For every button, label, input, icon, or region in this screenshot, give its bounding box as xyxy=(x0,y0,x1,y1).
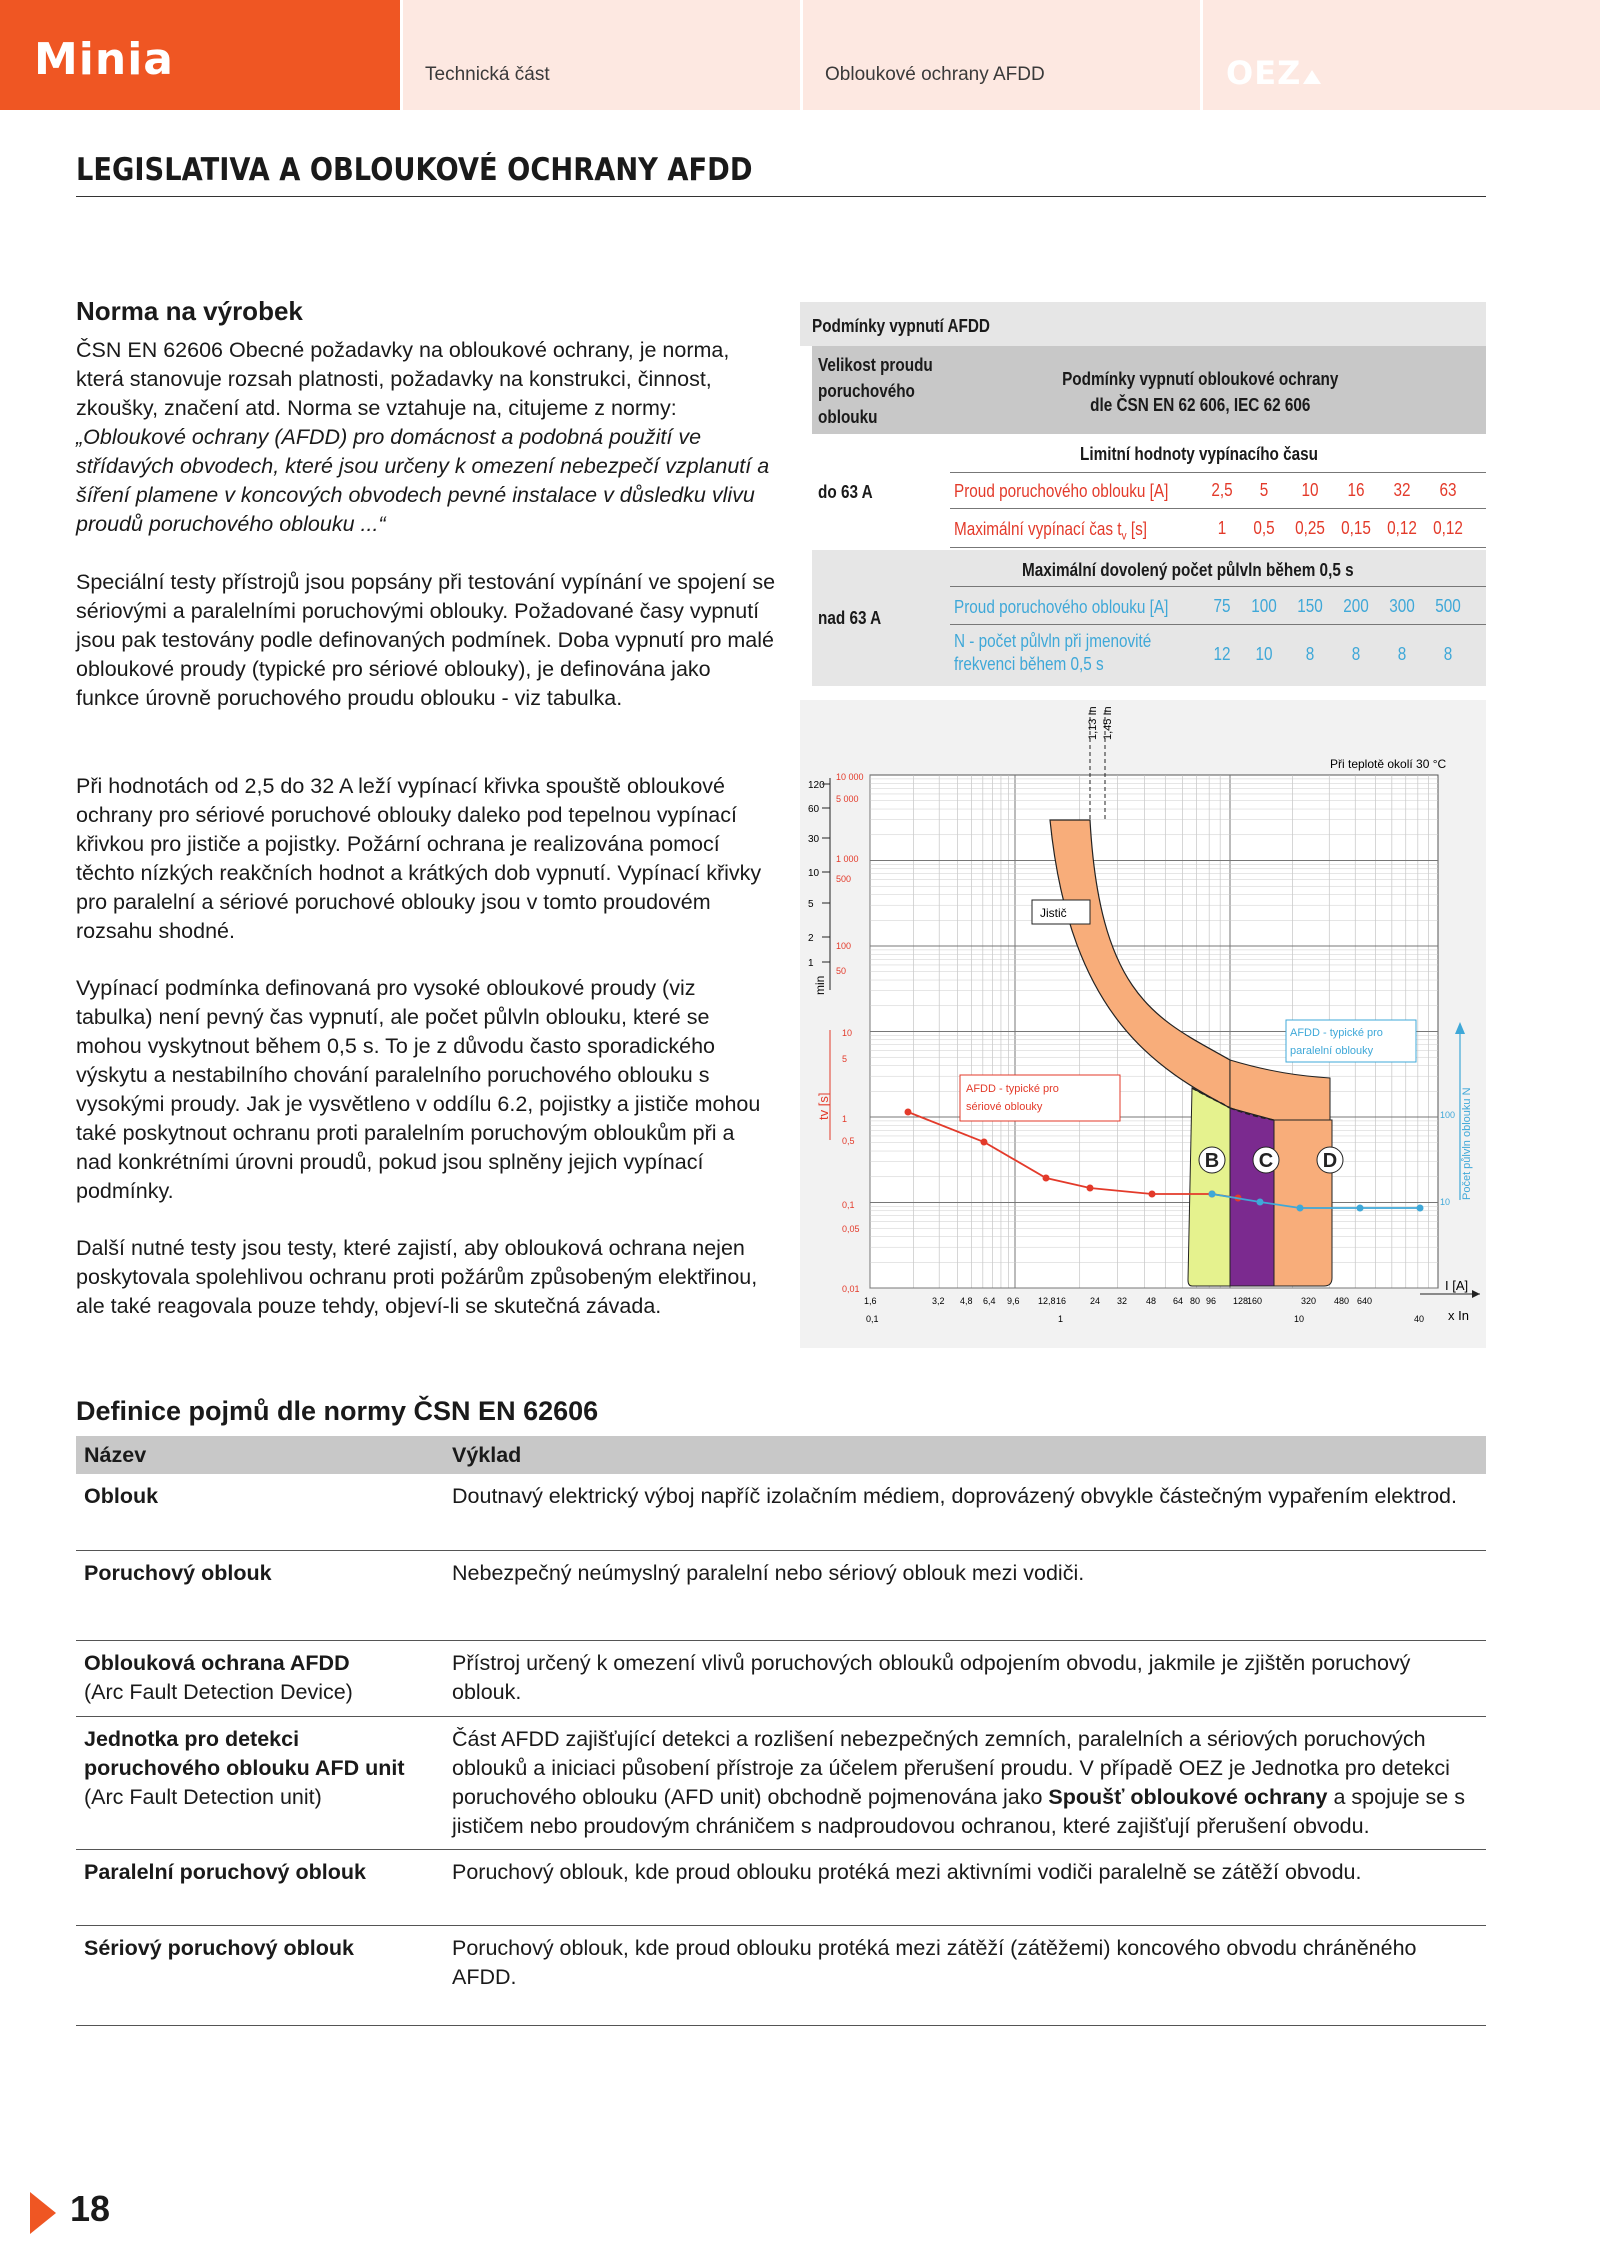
serial-label-box xyxy=(960,1075,1120,1121)
mid-axis-s-tick: 1 xyxy=(842,1114,848,1124)
x-tick-bottom: 1 xyxy=(1058,1314,1064,1324)
afdd-value-cell: 0,12 xyxy=(1433,518,1463,538)
x-tick-top: 16 xyxy=(1056,1296,1067,1306)
left-axis-tick: 10 xyxy=(808,868,820,879)
definition-desc-bold: Spoušť obloukové ochrany xyxy=(1048,1784,1328,1809)
right-axis-tick: 10 xyxy=(1440,1197,1451,1207)
definition-desc-text: Přístroj určený k omezení vlivů poruchových oblouků odpojením obvodu, jakmile je zjištěn poruchový oblouk. xyxy=(452,1650,1411,1704)
region-D-label: D xyxy=(1322,1150,1338,1172)
definition-term xyxy=(76,1474,444,1550)
afdd-r2a-label-part: Proud poruchového oblouku [A] xyxy=(954,597,1169,617)
definition-desc xyxy=(444,1474,1486,1550)
mid-axis-s-tick: 0,05 xyxy=(842,1224,860,1234)
i145-label: 1,45 In xyxy=(1102,706,1114,740)
x-axis-label-2: x In xyxy=(1448,1308,1469,1323)
afdd-value-cell: 0,15 xyxy=(1341,518,1371,538)
norma-quote: „Obloukové ochrany (AFDD) pro domácnost a podobná použití ve střídavých obvodech, které jsou určeny k omezení nebezpečí vzplanutí a šíření plamene v koncových obvodech pevné instalace v důsledku vlivu proudů poruchového oblouku ...“ xyxy=(76,425,770,536)
page-arrow-icon xyxy=(30,2192,56,2234)
afdd-value-cell: 5 xyxy=(1259,480,1269,500)
x-tick-top: 128 xyxy=(1233,1296,1249,1306)
definition-desc-text: Nebezpečný neúmyslný paralelní nebo sériový oblouk mezi vodiči. xyxy=(452,1560,1085,1585)
x-tick-top: 6,4 xyxy=(983,1296,996,1306)
afdd-r1b-label xyxy=(954,518,1147,548)
col-name-header: Název xyxy=(76,1436,444,1474)
x-tick-top: 80 xyxy=(1190,1296,1201,1306)
definition-desc xyxy=(444,1550,1486,1640)
definition-desc-text: Poruchový oblouk, kde proud oblouku protéká mezi aktivními vodiči paralelně se zátěží obvodu. xyxy=(452,1859,1362,1884)
afdd-value-cell: 1 xyxy=(1217,518,1227,538)
oez-triangle-icon xyxy=(1303,68,1321,84)
definition-term xyxy=(76,1640,444,1716)
brand-name: Minia xyxy=(34,34,174,85)
serial-label-line2: sériové oblouky xyxy=(966,1101,1043,1113)
definition-row xyxy=(76,1640,1486,1716)
region-C-label: C xyxy=(1258,1150,1274,1172)
serial-arc-point xyxy=(905,1109,912,1116)
definition-term xyxy=(76,1849,444,1925)
x-tick-top: 640 xyxy=(1357,1296,1373,1306)
afdd-rule xyxy=(950,624,1486,625)
header-topic-label: Obloukové ochrany AFDD xyxy=(825,64,1045,85)
afdd-r1a-label xyxy=(954,480,1168,503)
norma-p4 xyxy=(76,974,776,1206)
definition-row xyxy=(76,1550,1486,1640)
definition-row xyxy=(76,1474,1486,1550)
afdd-rule xyxy=(950,472,1486,473)
norma-p3-text: Při hodnotách od 2,5 do 32 A leží vypínací křivka spouště obloukové ochrany pro sériové poruchové oblouky daleko pod tepelnou vypínací křivkou pro jističe a pojistky. Požární ochrana je realizována pomocí těchto nízkých reakčních hodnot a krátkých dob vypnutí. Vypínací křivky pro paralelní a sériové poruchové oblouky jsou v tomto proudovém rozsahu shodné. xyxy=(76,774,762,943)
afdd-value-cell: 2,5 xyxy=(1211,480,1233,500)
brand-logo xyxy=(0,0,400,110)
serial-arc-point xyxy=(1087,1185,1094,1192)
afdd-r1b-label-part: v xyxy=(1121,528,1127,543)
left-axis-tick: 30 xyxy=(808,834,820,845)
x-tick-top: 24 xyxy=(1090,1296,1101,1306)
x-axis-label: I [A] xyxy=(1445,1278,1469,1293)
norma-p5-text: Další nutné testy jsou testy, které zajistí, aby oblouková ochrana nejen poskytovala spolehlivou ochranu proti požárům způsobeným elektřinou, ale také reagovala pouze tehdy, objeví-li se skutečná závada. xyxy=(76,1236,758,1318)
header-section xyxy=(403,0,800,110)
left-axis-tick: 2 xyxy=(808,933,814,944)
definition-term-sub: (Arc Fault Detection unit) xyxy=(84,1784,322,1809)
definition-term-name: Oblouková ochrana AFDD xyxy=(84,1650,350,1675)
serial-label-line1: AFDD - typické pro xyxy=(966,1083,1059,1095)
x-tick-top: 160 xyxy=(1247,1296,1263,1306)
min-label: min xyxy=(813,975,827,995)
x-tick-top: 320 xyxy=(1301,1296,1317,1306)
afdd-value-cell: 12 xyxy=(1213,644,1231,664)
parallel-arc-point xyxy=(1417,1205,1424,1212)
afdd-r2a-label xyxy=(954,596,1168,619)
definition-term-sub: (Arc Fault Detection Device) xyxy=(84,1679,353,1704)
x-tick-top: 96 xyxy=(1206,1296,1217,1306)
right-axis-tick: 100 xyxy=(1440,1110,1456,1120)
x-tick-bottom: 40 xyxy=(1414,1314,1425,1324)
afdd-value-cell: 150 xyxy=(1297,596,1323,616)
afdd-rule xyxy=(950,586,1486,587)
x-tick-bottom: 0,1 xyxy=(866,1314,879,1324)
afdd-col1-header: Velikost proudu poruchového oblouku xyxy=(818,355,933,427)
mid-axis-s-tick: 5 xyxy=(842,1054,848,1064)
left-axis-tick: 60 xyxy=(808,804,820,815)
left-axis-tick: 120 xyxy=(808,780,825,791)
x-tick-bottom: 10 xyxy=(1294,1314,1305,1324)
mid-axis-s-tick: 0,5 xyxy=(842,1136,855,1146)
i113-label: 1,13 In xyxy=(1087,706,1099,740)
oez-logo-text: OEZ xyxy=(1226,54,1302,92)
afdd-sub1: Limitní hodnoty vypínacího času xyxy=(1080,444,1319,464)
temp-note: Při teplotě okolí 30 °C xyxy=(1330,757,1447,771)
definition-term-name: Poruchový oblouk xyxy=(84,1560,272,1585)
page-number: 18 xyxy=(70,2188,111,2229)
x-tick-top: 9,6 xyxy=(1007,1296,1020,1306)
mid-axis-min-tick: 50 xyxy=(836,966,847,976)
mid-axis-s-tick: 10 xyxy=(842,1028,853,1038)
mid-axis-min-tick: 10 000 xyxy=(836,772,864,782)
definition-desc-text: Poruchový oblouk, kde proud oblouku protéká mezi zátěží (zátěžemi) koncového obvodu chráněného AFDD. xyxy=(452,1935,1417,1989)
oez-logo xyxy=(1226,54,1321,92)
parallel-label-line1: AFDD - typické pro xyxy=(1290,1027,1383,1039)
norma-p1-text: ČSN EN 62606 Obecné požadavky na obloukové ochrany, je norma, která stanovuje rozsah platnosti, požadavky na konstrukci, činnost, zkoušky, značení atd. Norma se vztahuje na, citujeme z normy: xyxy=(76,338,730,420)
afdd-value-cell: 8 xyxy=(1443,644,1453,664)
definitions-header-row xyxy=(76,1436,1486,1474)
serial-arc-point xyxy=(1043,1175,1050,1182)
norma-p3 xyxy=(76,772,776,946)
parallel-arc-point xyxy=(1297,1205,1304,1212)
afdd-r1b-label-part: Maximální vypínací čas t xyxy=(954,519,1122,539)
definition-desc xyxy=(444,1925,1486,2025)
afdd-value-cell: 32 xyxy=(1393,480,1411,500)
afdd-rule xyxy=(950,508,1486,509)
region-B xyxy=(1188,1088,1230,1286)
mid-axis-min-tick: 100 xyxy=(836,941,852,951)
parallel-arc-point xyxy=(1209,1191,1216,1198)
afdd-value-cell: 0,12 xyxy=(1387,518,1417,538)
header-section-label: Technická část xyxy=(425,64,550,85)
afdd-value-cell: 8 xyxy=(1351,644,1361,664)
definition-term xyxy=(76,1550,444,1640)
definition-desc xyxy=(444,1849,1486,1925)
afdd-row2-label: nad 63 A xyxy=(818,608,882,628)
definition-desc-text: a spojuje se s jističem nebo proudovým chráničem s nadproudovou ochranou, které zajišťují přerušení obvodu. xyxy=(452,1784,1465,1838)
definition-term-name: Sériový poruchový oblouk xyxy=(84,1935,354,1960)
norma-p2-text: Speciální testy přístrojů jsou popsány při testování vypínání ve spojení se sériovými a paralelními poruchovými oblouky. Požadované časy vypnutí jsou pak testovány podle definovaných podmínek. Doba vypnutí pro malé obloukové proudy (typické pro sériové oblouky), je definována jako funkce úrovně poruchového proudu oblouku - viz tabulka. xyxy=(76,570,776,710)
afdd-value-cell: 300 xyxy=(1389,596,1415,616)
mid-axis-min-tick: 5 000 xyxy=(836,794,859,804)
afdd-value-cell: 8 xyxy=(1397,644,1407,664)
definition-desc-text: Část AFDD zajišťující detekci a rozlišení nebezpečných zemních, paralelních a sériových poruchových oblouků a iniciaci působení přístroje za účelem přerušení proudu. V případě OEZ je Jednotka pro detekci poruchového oblouku (AFD unit) obchodně pojmenována jako xyxy=(452,1726,1450,1809)
x-tick-top: 3,2 xyxy=(932,1296,945,1306)
parallel-arc-point xyxy=(1257,1199,1264,1206)
left-axis-tick: 1 xyxy=(808,958,814,969)
x-tick-top: 480 xyxy=(1334,1296,1350,1306)
afdd-value-cell: 500 xyxy=(1435,596,1461,616)
definition-desc xyxy=(444,1640,1486,1716)
definition-desc xyxy=(444,1716,1486,1849)
afdd-value-cell: 10 xyxy=(1255,644,1273,664)
left-axis-tick: 5 xyxy=(808,899,814,910)
definition-term-name: Oblouk xyxy=(84,1484,159,1508)
afdd-value-cell: 8 xyxy=(1305,644,1315,664)
norma-p1 xyxy=(76,336,776,539)
norma-p4-text: Vypínací podmínka definovaná pro vysoké obloukové proudy (viz tabulka) není pevný čas vypnutí, ale počet půlvln oblouku, které se mohou vyskytnout během 0,5 s. To je z důvodu často sporadického výskytu a nestabilního chování paralelního poruchového oblouku s vysokými proudy. Jak je vysvětleno v oddílu 6.2, pojistky a jističe mohou také poskytnout ochranu proti paralelním poruchovým obloukům při a nad konkrétními úrovni proudů, pokud jsou splněny jejich vypínací podmínky. xyxy=(76,976,761,1203)
definition-row xyxy=(76,1925,1486,2025)
parallel-label-line2: paralelní oblouky xyxy=(1290,1045,1374,1057)
afdd-r1b-label-part: [s] xyxy=(1126,519,1148,539)
definition-term xyxy=(76,1716,444,1849)
mid-axis-s-tick: 0,1 xyxy=(842,1200,855,1210)
x-tick-top: 64 xyxy=(1173,1296,1184,1306)
region-D xyxy=(1274,1120,1332,1286)
norma-p5 xyxy=(76,1234,776,1321)
afdd-value-cell: 200 xyxy=(1343,596,1369,616)
afdd-sub2: Maximální dovolený počet půlvln během 0,5 s xyxy=(1022,560,1354,580)
afdd-value-cell: 0,5 xyxy=(1253,518,1275,538)
header-topic xyxy=(803,0,1200,110)
jistic-label: Jistič xyxy=(1040,906,1067,920)
afdd-value-cell: 75 xyxy=(1213,596,1231,616)
tv-label: tv [s] xyxy=(816,1092,831,1120)
region-B-label: B xyxy=(1204,1150,1220,1172)
x-tick-top: 1,6 xyxy=(864,1296,877,1306)
definition-desc-text: Doutnavý elektrický výboj napříč izolačním médiem, doprovázený obvykle částečným vypařením elektrod. xyxy=(452,1484,1457,1508)
x-tick-top: 4,8 xyxy=(960,1296,973,1306)
mid-axis-s-tick: 0,01 xyxy=(842,1284,860,1294)
norma-heading: Norma na výrobek xyxy=(76,296,303,326)
definition-row xyxy=(76,1849,1486,1925)
parallel-arc-point xyxy=(1357,1205,1364,1212)
afdd-col2-header: Podmínky vypnutí obloukové ochrany dle ČSN EN 62 606, IEC 62 606 xyxy=(1062,369,1339,415)
afdd-value-cell: 63 xyxy=(1439,480,1457,500)
afdd-value-cell: 10 xyxy=(1301,480,1319,500)
definition-term-name: Paralelní poruchový oblouk xyxy=(84,1859,366,1884)
x-tick-top: 32 xyxy=(1117,1296,1128,1306)
afdd-value-cell: 0,25 xyxy=(1295,518,1325,538)
afdd-r2b-label-part: N - počet půlvln při jmenovité xyxy=(954,631,1152,651)
serial-arc-point xyxy=(981,1139,988,1146)
mid-axis-min-tick: 1 000 xyxy=(836,854,859,864)
afdd-row1-label: do 63 A xyxy=(818,482,873,502)
definition-term-name: Jednotka pro detekci poruchového oblouku AFD unit xyxy=(84,1726,405,1780)
afdd-r2b-label-part: frekvenci během 0,5 s xyxy=(954,654,1104,674)
definitions-heading: Definice pojmů dle normy ČSN EN 62606 xyxy=(76,1396,599,1426)
afdd-value-cell: 16 xyxy=(1347,480,1365,500)
page-title: LEGISLATIVA A OBLOUKOVÉ OCHRANY AFDD xyxy=(76,152,753,188)
afdd-value-cell: 100 xyxy=(1251,596,1277,616)
norma-p2 xyxy=(76,568,776,713)
definition-row xyxy=(76,1716,1486,1849)
afdd-r2b-label xyxy=(954,630,1151,676)
afdd-r1a-label-part: Proud poruchového oblouku [A] xyxy=(954,481,1169,501)
trip-curve-chart xyxy=(800,700,1486,1348)
right-axis-label: Počet půlvln oblouku N xyxy=(1461,1087,1473,1200)
definitions-table xyxy=(76,1436,1486,2026)
mid-axis-min-tick: 500 xyxy=(836,874,852,884)
definition-term xyxy=(76,1925,444,2025)
x-tick-top: 48 xyxy=(1146,1296,1157,1306)
afdd-table-caption: Podmínky vypnutí AFDD xyxy=(812,316,990,336)
serial-arc-point xyxy=(1149,1191,1156,1198)
title-divider xyxy=(76,196,1486,197)
col-desc-header: Výklad xyxy=(444,1436,1486,1474)
x-tick-top: 12,8 xyxy=(1038,1296,1056,1306)
